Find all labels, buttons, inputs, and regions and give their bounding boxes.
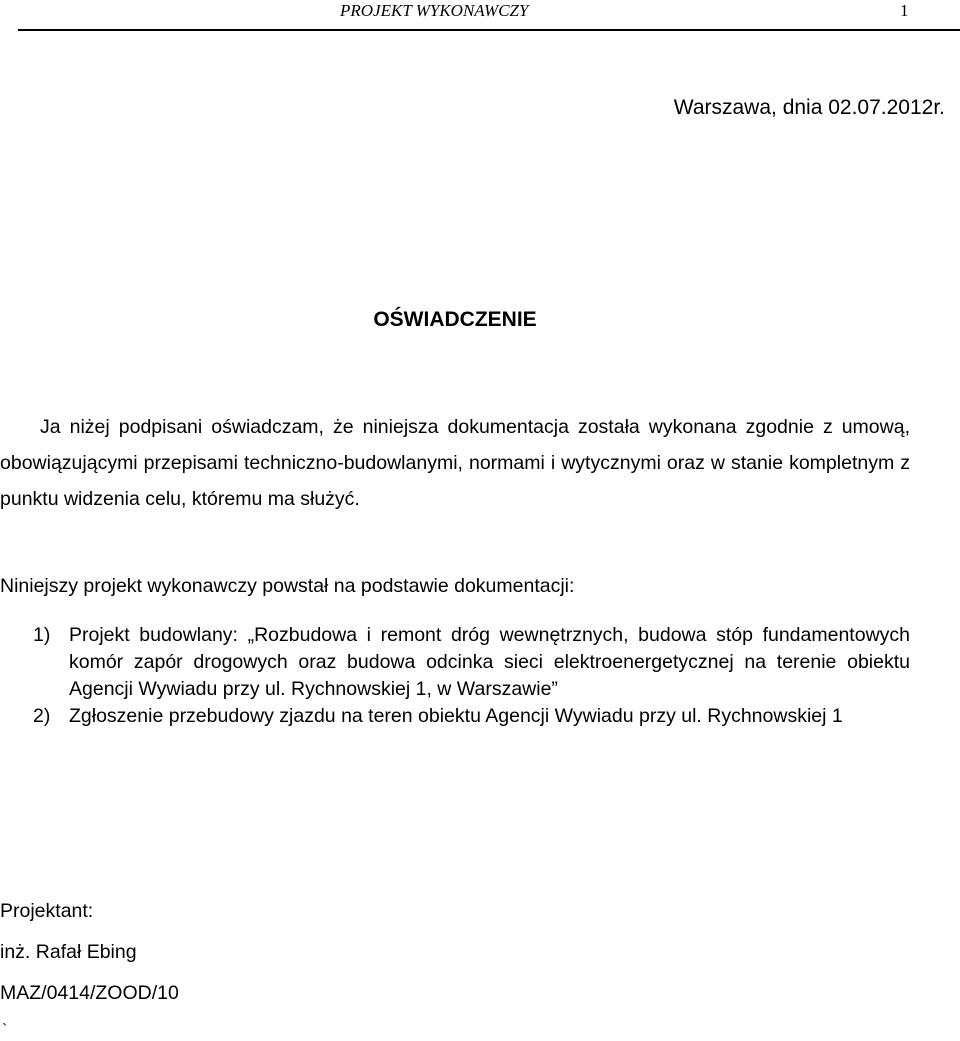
- header-page-number: 1: [900, 1, 909, 20]
- list-item: [33, 622, 910, 703]
- list-item-number: 1): [33, 624, 51, 646]
- date-line: Warszawa, dnia 02.07.2012r.: [673, 96, 945, 119]
- signer-license-number: MAZ/0414/ZOOD/10: [0, 982, 179, 1004]
- statement-paragraph: Ja niżej podpisani oświadczam, że niniejsza dokumentacja została wykonana zgodnie z umową, obowiązującymi przepisami techniczno-budowlanymi, normami i wytycznymi oraz w stanie kompletnym z punktu widzenia celu, któremu ma służyć.: [0, 416, 910, 510]
- signer-label: Projektant:: [0, 900, 94, 922]
- basis-list: [33, 622, 910, 730]
- stray-mark: `: [2, 1022, 8, 1039]
- running-header: [0, 0, 960, 30]
- list-item: [33, 703, 910, 730]
- basis-intro: Niniejszy projekt wykonawczy powstał na podstawie dokumentacji:: [0, 575, 575, 597]
- header-title: PROJEKT WYKONAWCZY: [340, 1, 529, 20]
- header-divider: [18, 29, 960, 31]
- list-item-text: Zgłoszenie przebudowy zjazdu na teren obiektu Agencji Wywiadu przy ul. Rychnowskiej 1: [69, 705, 843, 727]
- list-item-text: Projekt budowlany: „Rozbudowa i remont dróg wewnętrznych, budowa stóp fundamentowych komór zapór drogowych oraz budowa odcinka sieci elektroenergetycznej na terenie obiektu Agencji Wywiadu przy ul. Rychnowskiej 1, w Warszawie”: [69, 624, 910, 700]
- signer-name: inż. Rafał Ebing: [0, 941, 137, 963]
- list-item-number: 2): [33, 705, 51, 727]
- document-title: OŚWIADCZENIE: [373, 308, 537, 331]
